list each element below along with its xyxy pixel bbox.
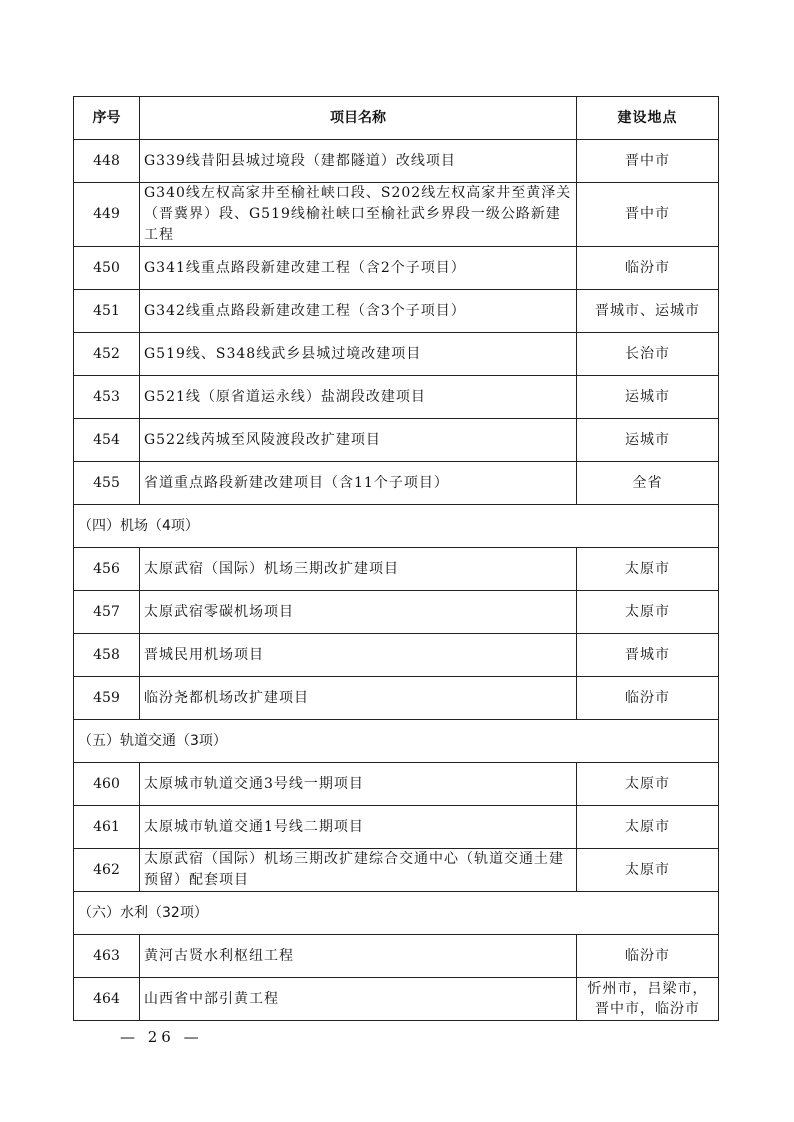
row-number: 464 [74, 978, 140, 1021]
row-number: 450 [74, 247, 140, 290]
table-row [74, 591, 719, 634]
project-name: 山西省中部引黄工程 [140, 978, 577, 1021]
row-number: 459 [74, 677, 140, 720]
table-row [74, 634, 719, 677]
row-number: 462 [74, 849, 140, 892]
header-location: 建设地点 [577, 97, 719, 140]
project-name: G519线、S348线武乡县城过境改建项目 [140, 333, 577, 376]
section-row [74, 892, 719, 935]
project-location: 晋中市 [577, 183, 719, 247]
table-row [74, 376, 719, 419]
row-number: 455 [74, 462, 140, 505]
project-name: G521线（原省道运永线）盐湖段改建项目 [140, 376, 577, 419]
section-title: （五）轨道交通（3项） [74, 720, 719, 763]
row-number: 454 [74, 419, 140, 462]
project-location: 太原市 [577, 763, 719, 806]
project-location: 临汾市 [577, 247, 719, 290]
row-number: 457 [74, 591, 140, 634]
table-row [74, 247, 719, 290]
row-number: 452 [74, 333, 140, 376]
table-row [74, 978, 719, 1021]
table-row [74, 849, 719, 892]
project-location: 运城市 [577, 419, 719, 462]
project-name: 太原城市轨道交通3号线一期项目 [140, 763, 577, 806]
project-location: 太原市 [577, 806, 719, 849]
table-row [74, 462, 719, 505]
project-name: 晋城民用机场项目 [140, 634, 577, 677]
row-number: 448 [74, 140, 140, 183]
row-number: 453 [74, 376, 140, 419]
location-line: 忻州市，吕梁市， [587, 981, 708, 997]
table-row [74, 935, 719, 978]
project-name: G341线重点路段新建改建工程（含2个子项目） [140, 247, 577, 290]
row-number: 463 [74, 935, 140, 978]
project-name: G342线重点路段新建改建工程（含3个子项目） [140, 290, 577, 333]
table-row [74, 419, 719, 462]
section-title: （四）机场（4项） [74, 505, 719, 548]
project-name: G340线左权高家井至榆社峡口段、S202线左权高家井至黄泽关（晋冀界）段、G519线榆社峡口至榆社武乡界段一级公路新建工程 [140, 183, 577, 247]
project-name: G339线昔阳县城过境段（建都隧道）改线项目 [140, 140, 577, 183]
page-number: — 26 — [120, 1028, 203, 1046]
table-row [74, 140, 719, 183]
project-name: 省道重点路段新建改建项目（含11个子项目） [140, 462, 577, 505]
header-name: 项目名称 [140, 97, 577, 140]
project-location: 长治市 [577, 333, 719, 376]
project-name: 太原武宿零碳机场项目 [140, 591, 577, 634]
row-number: 461 [74, 806, 140, 849]
project-name: 黄河古贤水利枢纽工程 [140, 935, 577, 978]
project-location: 晋中市 [577, 140, 719, 183]
project-name: 临汾尧都机场改扩建项目 [140, 677, 577, 720]
table-row [74, 806, 719, 849]
project-location: 全省 [577, 462, 719, 505]
project-location: 运城市 [577, 376, 719, 419]
project-name: G522线芮城至风陵渡段改扩建项目 [140, 419, 577, 462]
section-row [74, 720, 719, 763]
project-location [577, 978, 719, 1021]
table-row [74, 290, 719, 333]
table-row [74, 183, 719, 247]
header-no: 序号 [74, 97, 140, 140]
project-location: 临汾市 [577, 677, 719, 720]
location-line: 晋中市，临汾市 [595, 1001, 700, 1017]
table-row [74, 333, 719, 376]
row-number: 451 [74, 290, 140, 333]
table-row [74, 763, 719, 806]
table-row [74, 548, 719, 591]
project-location: 晋城市 [577, 634, 719, 677]
project-location: 晋城市、运城市 [577, 290, 719, 333]
section-title: （六）水利（32项） [74, 892, 719, 935]
project-table [73, 96, 719, 1021]
project-location: 太原市 [577, 849, 719, 892]
project-location: 临汾市 [577, 935, 719, 978]
project-location: 太原市 [577, 548, 719, 591]
table-header-row [74, 97, 719, 140]
row-number: 456 [74, 548, 140, 591]
project-name: 太原城市轨道交通1号线二期项目 [140, 806, 577, 849]
row-number: 460 [74, 763, 140, 806]
row-number: 449 [74, 183, 140, 247]
table-row [74, 677, 719, 720]
section-row [74, 505, 719, 548]
project-name: 太原武宿（国际）机场三期改扩建项目 [140, 548, 577, 591]
project-name: 太原武宿（国际）机场三期改扩建综合交通中心（轨道交通土建预留）配套项目 [140, 849, 577, 892]
project-location: 太原市 [577, 591, 719, 634]
row-number: 458 [74, 634, 140, 677]
